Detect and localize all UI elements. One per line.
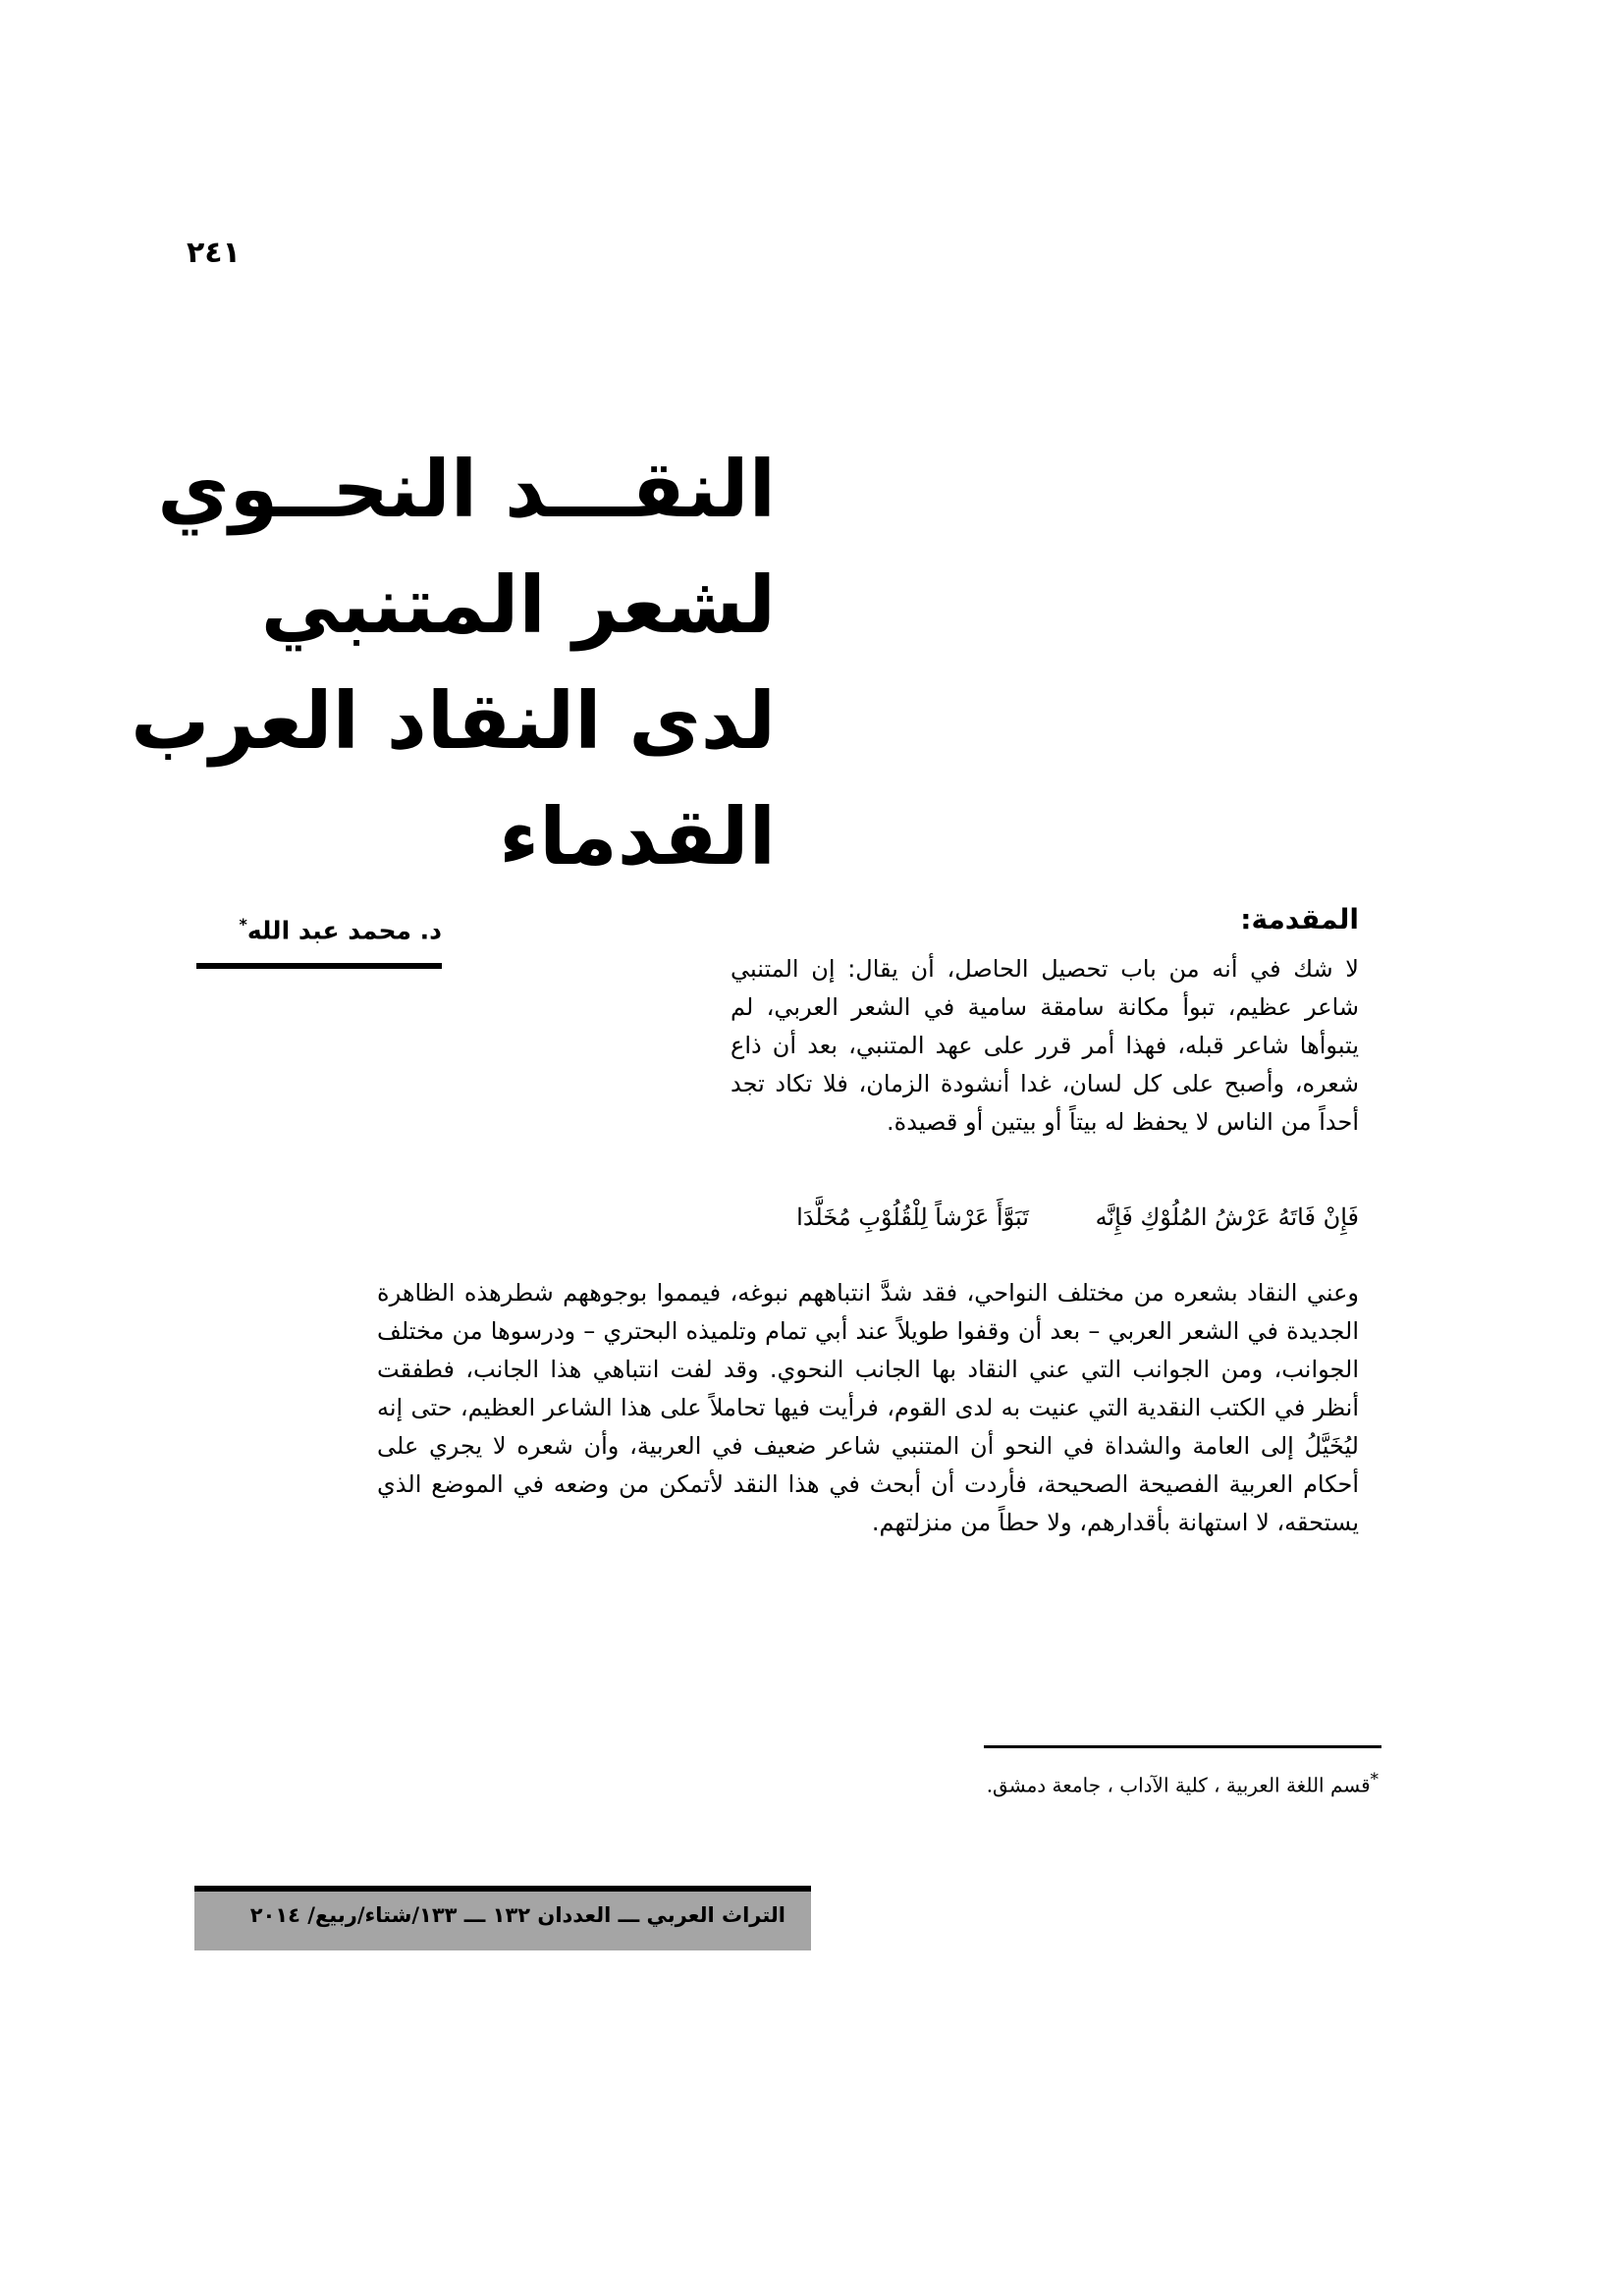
author-name: د. محمد عبد الله	[246, 916, 442, 945]
title-line-1: النقـــد النحــوي	[157, 444, 776, 535]
intro-paragraph-1: لا شك في أنه من باب تحصيل الحاصل، أن يقال: إن المتنبي شاعر عظيم، تبوأ مكانة سامقة سامية في الشعر العربي، لم يتبوأها شاعر قبله، فهذا أمر قرر على عهد المتنبي، بعد أن ذاع شعره، وأصبح على كل لسان، غدا أنشودة الزمان، فلا تكاد تجد أحداً من الناس لا يحفظ له بيتاً أو بيتين أو قصيدة.	[731, 955, 1359, 1136]
intro-paragraph-2: وعني النقاد بشعره من مختلف النواحي، فقد شدَّ انتباههم نبوغه، فيمموا بوجوههم شطرهذه الظاهرة الجديدة في الشعر العربي – بعد أن وقفوا طويلاً عند أبي تمام وتلميذه البحتري – ودرسوها من مختلف الجوانب، ومن الجوانب التي عني النقاد بها الجانب النحوي. وقد لفت انتباهي هذا الجانب، فطفقت أنظر في الكتب النقدية التي عنيت به لدى القوم، فرأيت فيها تحاملاً على هذا الشاعر العظيم، حتى إنه ليُخَيَّلُ إلى العامة والشداة في النحو أن المتنبي شاعر ضعيف في العربية، وأن شعره لا يجري على أحكام العربية الفصيحة الصحيحة، فأردت أن أبحث في هذا النقد لأتمكن من وضعه في الموضع الذي يستحقه، لا استهانة بأقدارهم، ولا حطاً من منزلتهم.	[377, 1279, 1359, 1536]
footnote-text: قسم اللغة العربية ، كلية الآداب ، جامعة دمشق.	[986, 1773, 1371, 1797]
title-line-2: لشعر المتنبي	[260, 560, 776, 651]
author-byline	[196, 915, 442, 944]
journal-citation: التراث العربي ـــ العددان ١٣٢ ـــ ١٣٣/شتاء/ربيع/ ٢٠١٤	[249, 1903, 785, 1927]
title-line-4: القدماء	[499, 791, 776, 882]
article-title	[131, 432, 776, 895]
poetry-verse	[731, 1200, 1359, 1235]
footnote	[987, 1770, 1379, 1797]
verse-second-hemistich: تَبَوَّأَ عَرْشاً لِلْقُلُوْبِ مُخَلَّدَا	[796, 1203, 1029, 1231]
author-footnote-marker: *	[239, 915, 247, 934]
page-number: ٢٤١	[187, 236, 241, 270]
journal-footer	[194, 1886, 811, 1950]
section-heading: المقدمة:	[1240, 903, 1359, 935]
footnote-divider	[984, 1745, 1381, 1748]
title-line-3: لدى النقاد العرب	[131, 675, 776, 767]
author-divider	[196, 963, 442, 969]
footnote-marker: *	[1370, 1770, 1379, 1789]
verse-first-hemistich: فَإِنْ فَاتَهُ عَرْشُ المُلُوْكِ فَإِنَّه	[1095, 1203, 1359, 1231]
